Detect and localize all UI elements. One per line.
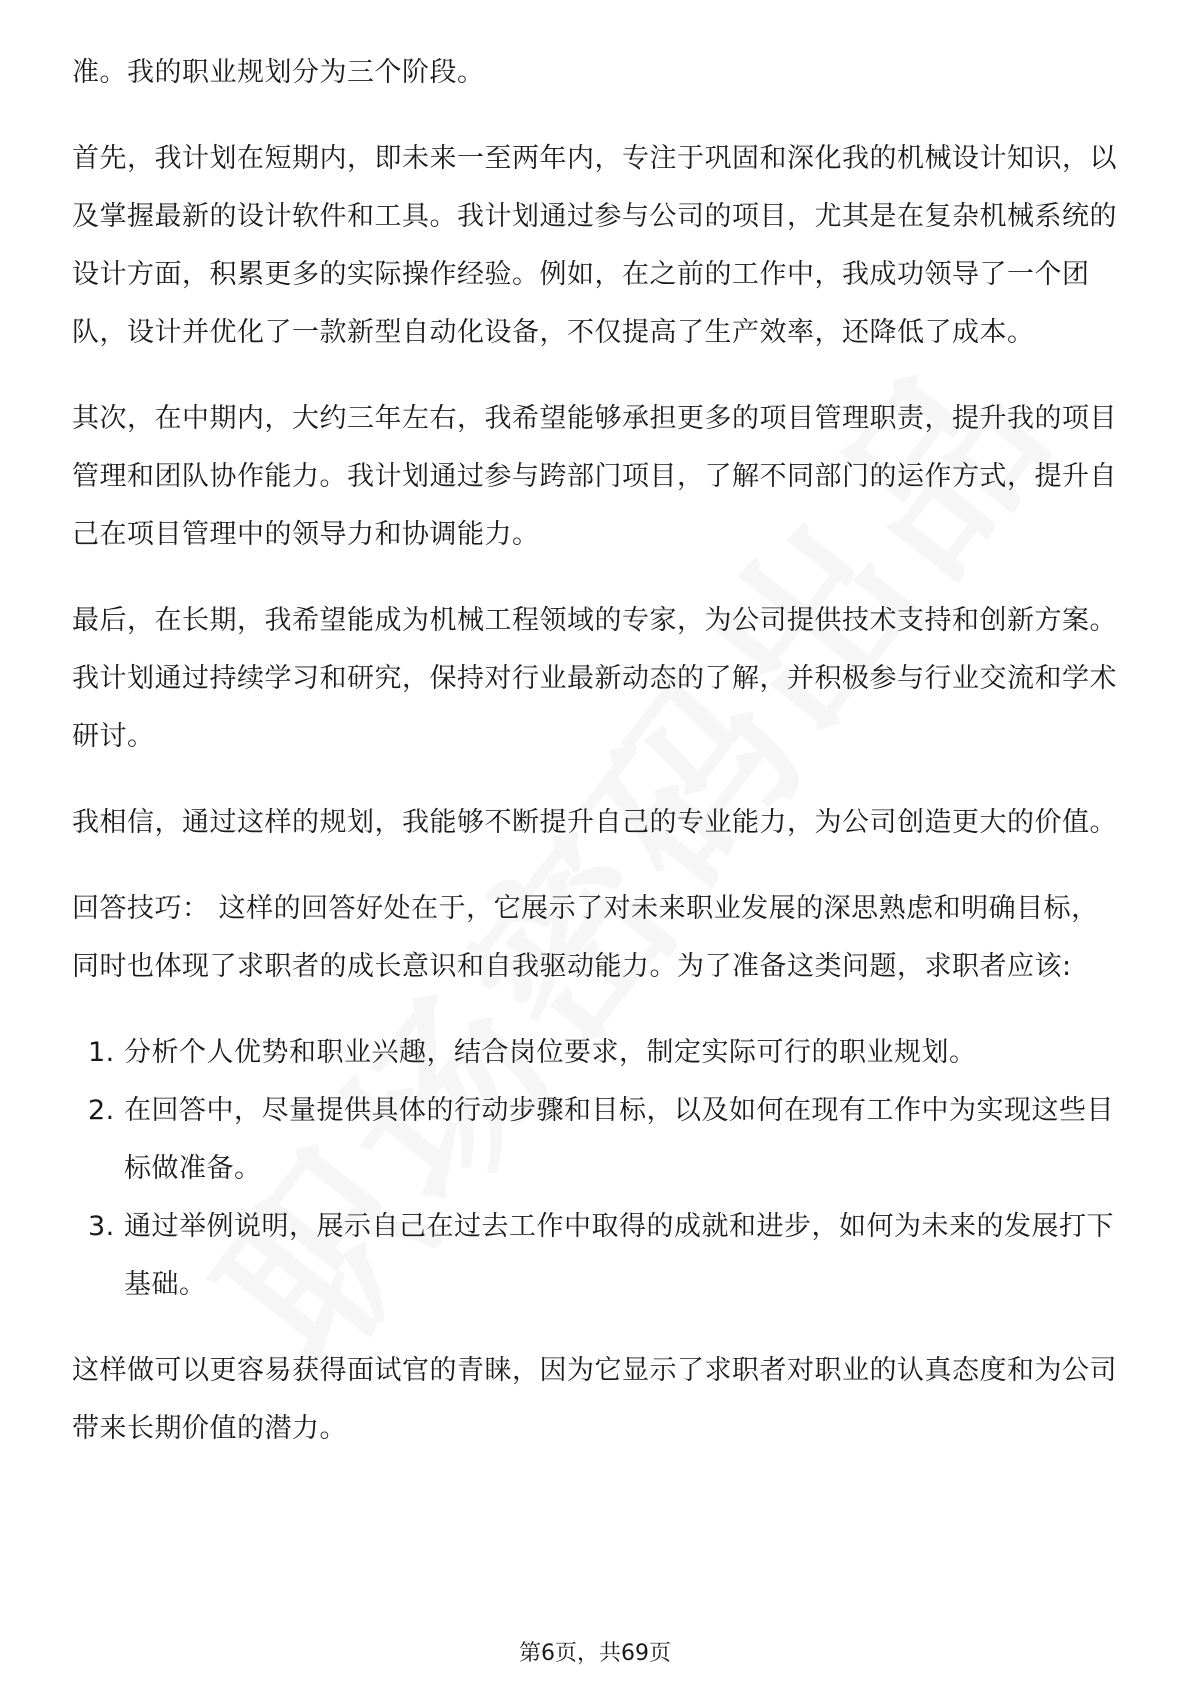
list-item-number: 3. bbox=[88, 1211, 115, 1242]
paragraph-short-term: 首先，我计划在短期内，即未来一至两年内，专注于巩固和深化我的机械设计知识，以及掌握最新的设计软件和工具。我计划通过参与公司的项目，尤其是在复杂机械系统的设计方面，积累更多的实际操作经验。例如，在之前的工作中，我成功领导了一个团队，设计并优化了一款新型自动化设备，不仅提高了生产效率，还降低了成本。 bbox=[72, 143, 1117, 348]
list-item-number: 1. bbox=[88, 1037, 115, 1068]
paragraph-mid-term: 其次，在中期内，大约三年左右，我希望能够承担更多的项目管理职责，提升我的项目管理和团队协作能力。我计划通过参与跨部门项目，了解不同部门的运作方式，提升自己在项目管理中的领导力和协调能力。 bbox=[72, 403, 1117, 550]
list-item-text: 通过举例说明，展示自己在过去工作中取得的成就和进步，如何为未来的发展打下基础。 bbox=[124, 1211, 1114, 1300]
list-item-number: 2. bbox=[88, 1095, 115, 1126]
paragraph-conclusion: 我相信，通过这样的规划，我能够不断提升自己的专业能力，为公司创造更大的价值。 bbox=[72, 807, 1117, 838]
paragraph-answer-tips: 回答技巧： 这样的回答好处在于，它展示了对未来职业发展的深思熟虑和明确目标，同时也体现了求职者的成长意识和自我驱动能力。为了准备这类问题，求职者应该: bbox=[72, 893, 1099, 982]
paragraph-long-term: 最后，在长期，我希望能成为机械工程领域的专家，为公司提供技术支持和创新方案。我计划通过持续学习和研究，保持对行业最新动态的了解，并积极参与行业交流和学术研讨。 bbox=[72, 605, 1117, 752]
list-item bbox=[72, 1198, 1122, 1314]
page-number: 第6页，共69页 bbox=[519, 1641, 671, 1666]
document-body bbox=[72, 44, 1122, 1486]
list-item-text: 分析个人优势和职业兴趣，结合岗位要求，制定实际可行的职业规划。 bbox=[124, 1037, 977, 1068]
list-item bbox=[72, 1082, 1122, 1198]
list-item-text: 在回答中，尽量提供具体的行动步骤和目标，以及如何在现有工作中为实现这些目标做准备。 bbox=[124, 1095, 1114, 1184]
paragraph-intro: 准。我的职业规划分为三个阶段。 bbox=[72, 57, 485, 88]
paragraph-final: 这样做可以更容易获得面试官的青睐，因为它显示了求职者对职业的认真态度和为公司带来长期价值的潜力。 bbox=[72, 1355, 1117, 1444]
list-item bbox=[72, 1024, 1122, 1082]
tips-list bbox=[72, 1024, 1122, 1314]
